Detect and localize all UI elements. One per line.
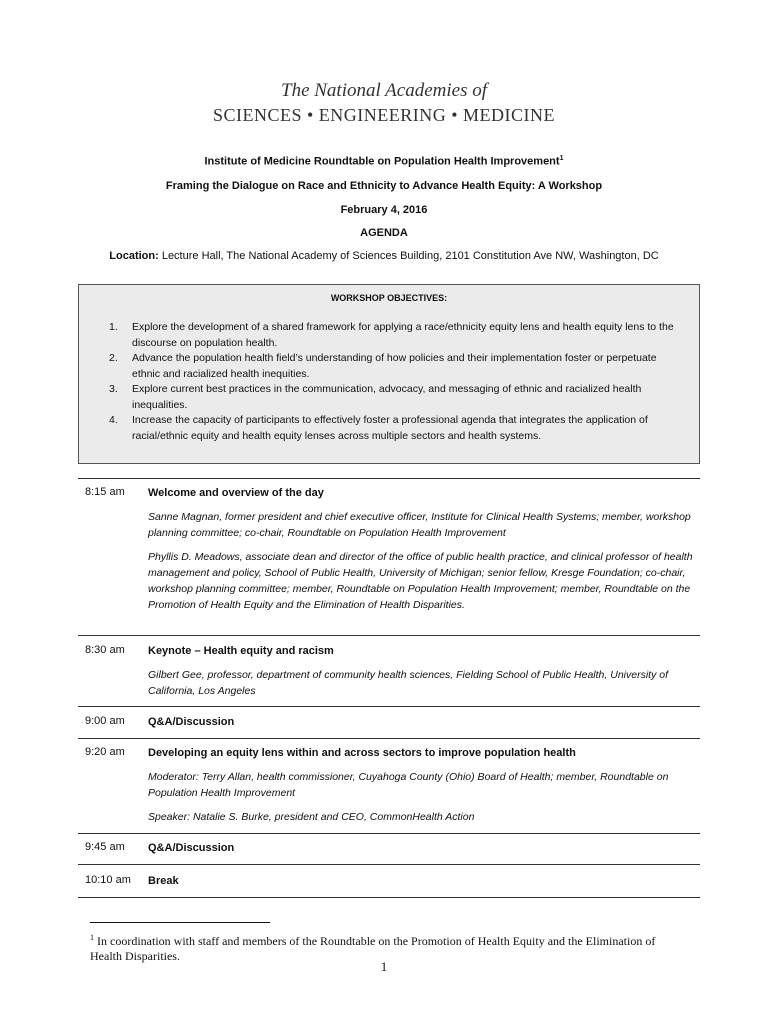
agenda-content [148,874,694,889]
objective-text: Increase the capacity of participants to effectively foster a professional agenda that integrates the application of racial/ethnic equity and health equity lenses across multiple sectors and health systems. [132,414,648,442]
agenda-session-title: Developing an equity lens within and across sectors to improve population health [148,747,576,759]
logo-line-2: SCIENCES • ENGINEERING • MEDICINE [212,105,556,125]
objectives-list [79,320,699,444]
agenda-session-title: Welcome and overview of the day [148,487,324,499]
objective-item [79,351,699,382]
agenda-divider [78,738,700,739]
agenda-speaker-info: Sanne Magnan, former president and chief executive officer, Institute for Clinical Health Systems; member, workshop planning committee; co-chair, Roundtable on Population Health Improvement [148,511,691,539]
agenda-divider [78,635,700,636]
agenda-session-title: Q&A/Discussion [148,842,235,854]
agenda-content [148,486,694,613]
agenda-heading: AGENDA [360,227,408,239]
objective-text: Advance the population health field’s understanding of how policies and their implementation foster or perpetuate ethnic and racialized health inequities. [132,352,657,380]
agenda-speaker-info: Phyllis D. Meadows, associate dean and director of the office of public health practice, and clinical professor of health management and policy, School of Public Health, University of Michigan; senior fellow, Kresge Foundation; co-chair, workshop planning committee; member, Roundtable on Population Health Improvement; member, Roundtable on the Promotion of Health Equity and the Elimination of Health Disparities. [148,551,693,611]
objective-number: 1. [109,321,118,333]
agenda-speaker-info: Gilbert Gee, professor, department of community health sciences, Fielding School of Public Health, University of California, Los Angeles [148,669,668,697]
location [0,250,768,262]
agenda-time: 10:10 am [85,874,131,886]
agenda-divider [78,706,700,707]
document-title-text: Institute of Medicine Roundtable on Population Health Improvement [204,155,560,168]
agenda-divider [78,864,700,865]
objective-item [79,413,699,444]
agenda-time: 9:20 am [85,746,125,758]
agenda-content [148,715,694,730]
objectives-title: WORKSHOP OBJECTIVES: [330,293,448,303]
footnote-marker: 1 [90,933,94,942]
footnote-divider [90,922,270,923]
objective-number: 3. [109,383,118,395]
objective-number: 4. [109,414,118,426]
agenda-content [148,644,694,699]
objective-item [79,382,699,413]
location-value: Lecture Hall, The National Academy of Sciences Building, 2101 Constitution Ave NW, Washington, DC [158,250,659,262]
objective-text: Explore current best practices in the communication, advocacy, and messaging of ethnic and racialized health inequalities. [132,383,642,411]
footnote-text: In coordination with staff and members of the Roundtable on the Promotion of Health Equity and the Elimination of Health Disparities. [90,934,656,963]
page-number: 1 [380,959,388,974]
agenda-session-title: Keynote – Health equity and racism [148,645,334,657]
location-label: Location: [109,250,159,262]
objective-number: 2. [109,352,118,364]
agenda-time: 9:00 am [85,715,125,727]
agenda-session-title: Break [148,875,179,887]
agenda-divider [78,478,700,479]
agenda-speaker-info: Moderator: Terry Allan, health commissioner, Cuyahoga County (Ohio) Board of Health; member, Roundtable on Population Health Improvement [148,771,669,799]
agenda-session-title: Q&A/Discussion [148,716,235,728]
agenda-divider [78,833,700,834]
agenda-time: 9:45 am [85,841,125,853]
objective-text: Explore the development of a shared framework for applying a race/ethnicity equity lens and health equity lens to the discourse on population health. [132,321,674,349]
agenda-divider [78,897,700,898]
agenda-content [148,746,694,825]
agenda-speaker-info: Speaker: Natalie S. Burke, president and CEO, CommonHealth Action [148,811,475,823]
agenda-time: 8:30 am [85,644,125,656]
nas-logo [0,80,768,128]
objective-item [79,320,699,351]
footnote-ref: 1 [559,155,564,162]
logo-line-1: The National Academies of [281,80,487,101]
objectives-box [78,284,700,464]
agenda-content [148,841,694,856]
document-title [0,155,768,168]
agenda-time: 8:15 am [85,486,125,498]
workshop-date: February 4, 2016 [340,204,428,216]
workshop-title: Framing the Dialogue on Race and Ethnicity to Advance Health Equity: A Workshop [165,180,603,192]
